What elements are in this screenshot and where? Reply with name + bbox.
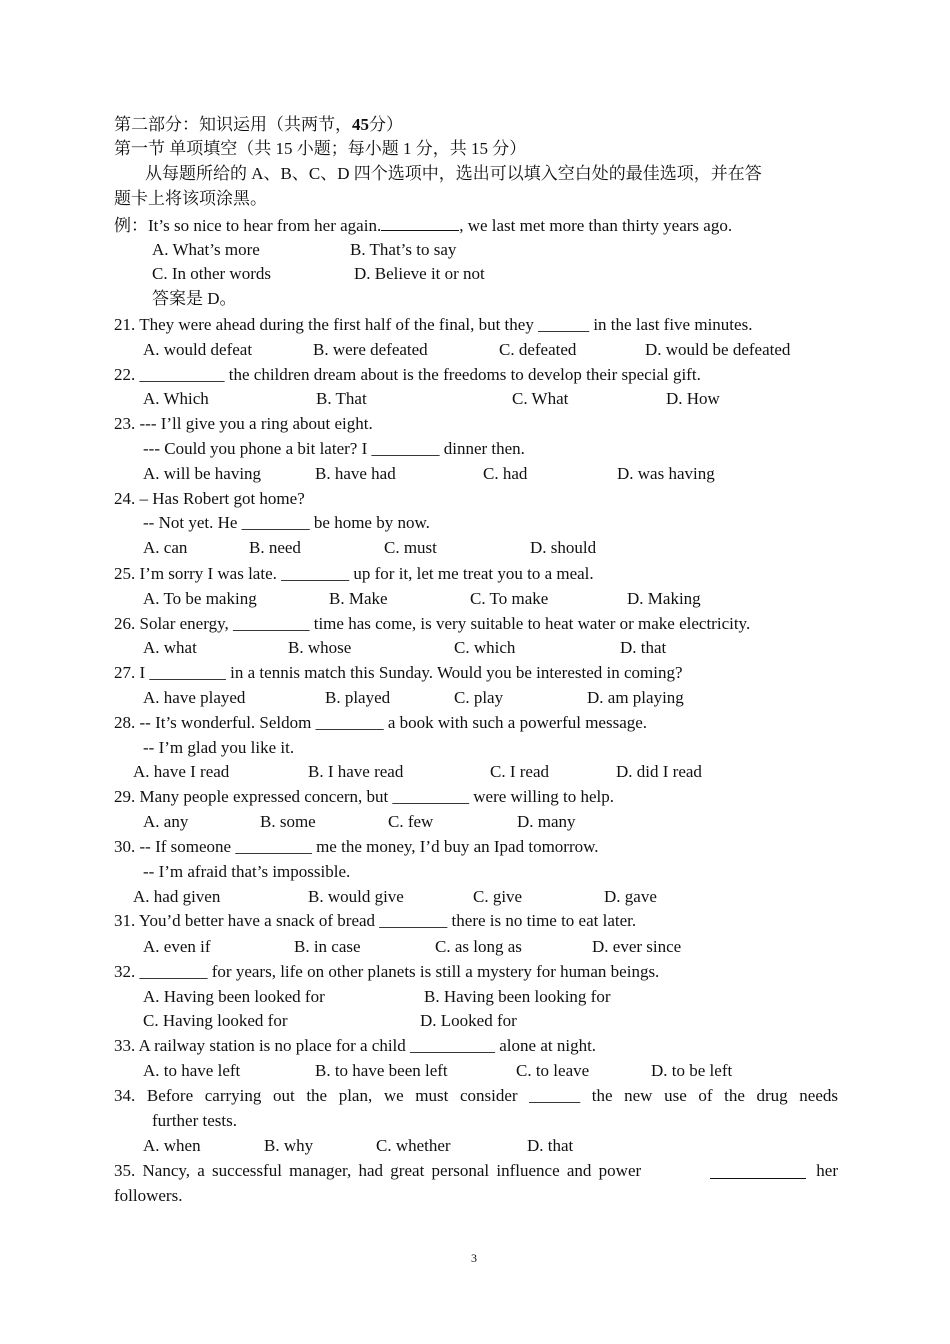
question-24-stem: 24. – Has Robert got home? [114,489,305,508]
question-26-option-c: C. which [454,638,516,657]
question-30-option-c: C. give [473,887,523,906]
question-34-option-c: C. whether [376,1136,451,1155]
example-option-a: A. What’s more [152,240,260,259]
part-score: 45 [352,115,369,134]
question-30-option-a: A. had given [133,887,221,906]
question-33-option-a: A. to have left [143,1061,241,1080]
question-26-option-d: D. that [620,638,667,657]
question-31-option-b: B. in case [294,937,361,956]
instruction-line-1: 从每题所给的 A、B、C、D 四个选项中，选出可以填入空白处的最佳选项，并在答 [145,164,762,183]
question-33-option-d: D. to be left [651,1061,733,1080]
question-22-stem: 22. __________ the children dream about is the freedoms to develop their special gift. [114,365,701,384]
question-31-option-d: D. ever since [592,937,682,956]
question-31-option-a: A. even if [143,937,211,956]
question-35-stem [114,1160,838,1182]
question-33-option-c: C. to leave [516,1061,590,1080]
question-21-stem: 21. They were ahead during the first half of the final, but they ______ in the last five minutes. [114,315,753,334]
question-24-option-c: C. must [384,538,437,557]
question-24-option-d: D. should [530,538,597,557]
question-28-option-c: C. I read [490,762,550,781]
question-21-option-a: A. would defeat [143,340,253,359]
question-31-stem: 31. You’d better have a snack of bread ________ there is no time to eat later. [114,911,637,930]
question-23-stem: 23. --- I’ll give you a ring about eight. [114,414,373,433]
question-28-option-d: D. did I read [616,762,702,781]
question-23-option-d: D. was having [617,464,715,483]
question-23-option-b: B. have had [315,464,396,483]
question-22-option-c: C. What [512,389,569,408]
question-29-option-a: A. any [143,812,189,831]
question-34-stem: 34. Before carrying out the plan, we must consider ______ the new use of the drug needs [114,1086,838,1105]
question-28-option-b: B. I have read [308,762,404,781]
question-31-option-c: C. as long as [435,937,522,956]
question-24-stem-line-2: -- Not yet. He ________ be home by now. [143,513,430,532]
question-29-option-d: D. many [517,812,576,831]
question-29-stem: 29. Many people expressed concern, but _________ were willing to help. [114,787,614,806]
question-34-stem-line-2: further tests. [152,1111,237,1130]
question-23-option-c: C. had [483,464,528,483]
question-32-option-d: D. Looked for [420,1011,517,1030]
part-heading-prefix: 第二部分：知识运用（共两节， [114,115,352,134]
question-22-option-b: B. That [316,389,367,408]
example-label: 例： [114,216,148,235]
question-30-stem-line-2: -- I’m afraid that’s impossible. [143,862,351,881]
question-34-option-b: B. why [264,1136,314,1155]
example-text-before: It’s so nice to hear from her again. [148,216,382,235]
question-25-option-a: A. To be making [143,589,257,608]
question-28-stem-line-2: -- I’m glad you like it. [143,738,295,757]
part-heading-suffix: 分） [369,115,403,134]
question-25-option-c: C. To make [470,589,549,608]
question-30-stem: 30. -- If someone _________ me the money, I’d buy an Ipad tomorrow. [114,837,599,856]
example-option-b: B. That’s to say [350,240,457,259]
question-25-option-b: B. Make [329,589,388,608]
question-32-option-c: C. Having looked for [143,1011,288,1030]
question-27-option-d: D. am playing [587,688,684,707]
question-25-option-d: D. Making [627,589,701,608]
question-24-option-b: B. need [249,538,301,557]
question-25-stem: 25. I’m sorry I was late. ________ up for it, let me treat you to a meal. [114,564,594,583]
question-23-option-a: A. will be having [143,464,262,483]
question-29-option-b: B. some [260,812,316,831]
example-option-d: D. Believe it or not [354,264,485,283]
question-26-option-a: A. what [143,638,197,657]
question-28-option-a: A. have I read [133,762,230,781]
section-heading: 第一节 单项填空（共 15 小题；每小题 1 分，共 15 分） [114,139,527,158]
question-35-text-end: her [816,1161,838,1180]
part-heading [114,114,403,136]
question-32-stem: 32. ________ for years, life on other planets is still a mystery for human beings. [114,962,660,981]
example-text-after: , we last met more than thirty years ago. [459,216,733,235]
example-question [114,214,732,237]
question-33-stem: 33. A railway station is no place for a child __________ alone at night. [114,1036,597,1055]
question-22-option-a: A. Which [143,389,209,408]
question-21-option-c: C. defeated [499,340,577,359]
instruction-line-2: 题卡上将该项涂黑。 [114,189,267,208]
question-35-stem-line-2: followers. [114,1186,183,1205]
page-number: 3 [471,1251,477,1265]
question-30-option-d: D. gave [604,887,657,906]
question-21-option-b: B. were defeated [313,340,428,359]
question-34-option-d: D. that [527,1136,574,1155]
question-35-blank [710,1162,806,1179]
question-24-option-a: A. can [143,538,188,557]
question-29-option-c: C. few [388,812,434,831]
question-35-text: 35. Nancy, a successful manager, had great personal influence and power [114,1161,642,1180]
question-27-option-c: C. play [454,688,504,707]
question-27-stem: 27. I _________ in a tennis match this Sunday. Would you be interested in coming? [114,663,683,682]
question-26-option-b: B. whose [288,638,352,657]
question-28-stem: 28. -- It’s wonderful. Seldom ________ a book with such a powerful message. [114,713,648,732]
question-32-option-b: B. Having been looking for [424,987,611,1006]
question-34-option-a: A. when [143,1136,201,1155]
question-21-option-d: D. would be defeated [645,340,791,359]
question-32-option-a: A. Having been looked for [143,987,325,1006]
question-22-option-d: D. How [666,389,720,408]
question-27-option-a: A. have played [143,688,246,707]
example-answer: 答案是 D。 [152,289,237,308]
question-23-stem-line-2: --- Could you phone a bit later? I ________ dinner then. [143,439,525,458]
example-blank [381,214,459,231]
question-26-stem: 26. Solar energy, _________ time has come, is very suitable to heat water or make electricity. [114,614,751,633]
example-option-c: C. In other words [152,264,271,283]
question-33-option-b: B. to have been left [315,1061,448,1080]
question-30-option-b: B. would give [308,887,404,906]
question-27-option-b: B. played [325,688,391,707]
